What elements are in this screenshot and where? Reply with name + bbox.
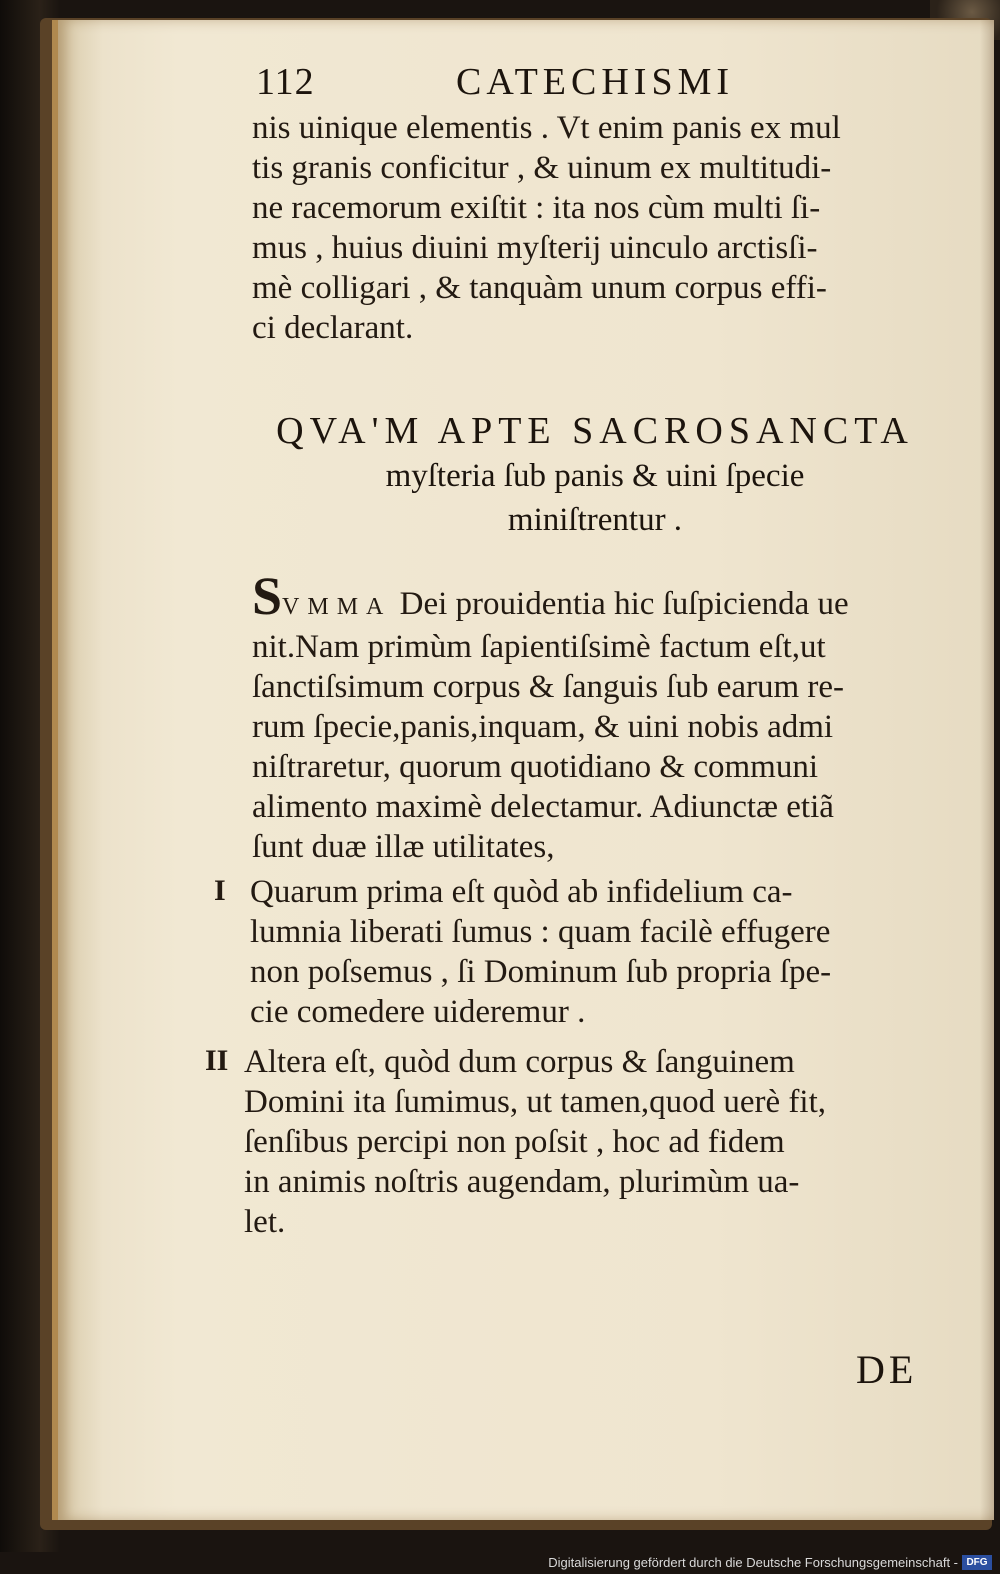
text-line: Altera eſt, quòd dum corpus & ſanguinem <box>244 1044 795 1080</box>
text-line: rum ſpecie,panis,inquam, & uini nobis admi <box>252 709 834 745</box>
text-line: ſanctiſsimum corpus & ſanguis ſub earum re- <box>252 669 845 705</box>
paragraph-3 <box>250 872 831 1032</box>
text-line: mè colligari , & tanquàm unum corpus effi- <box>252 270 827 306</box>
text-line <box>252 566 849 627</box>
dfg-logo: DFG <box>962 1555 992 1570</box>
page-number: 112 <box>256 61 315 103</box>
text-line: ſenſibus percipi non poſsit , hoc ad fidem <box>244 1124 785 1160</box>
text-line: ſunt duæ illæ utilitates, <box>252 829 555 865</box>
page-edge <box>980 20 994 1520</box>
text-line: ne racemorum exiſtit : ita nos cùm multi ſi- <box>252 190 821 226</box>
page-header <box>256 60 796 106</box>
text-line: Domini ita ſumimus, ut tamen,quod uerè fit, <box>244 1084 826 1120</box>
text-line: niſtraretur, quorum quotidiano & communi <box>252 749 818 785</box>
section-heading <box>250 408 940 542</box>
text-line: non poſsemus , ſi Dominum ſub propria ſpe- <box>250 954 832 990</box>
marginal-numeral-2: II <box>205 1044 229 1077</box>
text-line: Quarum prima eſt quòd ab infidelium ca- <box>250 874 793 910</box>
catchword: DE <box>856 1347 918 1392</box>
text-line: cie comedere uideremur . <box>250 994 586 1030</box>
drop-capital: S <box>252 566 283 626</box>
text-fragment: Dei prouidentia hic ſuſpicienda ue <box>391 586 849 622</box>
text-line: let. <box>244 1204 286 1240</box>
paragraph-4 <box>244 1042 826 1242</box>
heading-line-3: miniſtrentur . <box>507 502 683 538</box>
small-caps: VMMA <box>282 594 392 620</box>
running-title: CATECHISMI <box>456 61 735 103</box>
heading-line-2: myſteria ſub panis & uini ſpecie <box>385 458 805 494</box>
paragraph-1 <box>252 108 841 348</box>
digitization-credit: Digitalisierung gefördert durch die Deutsche Forschungsgemeinschaft - <box>548 1555 958 1570</box>
marginal-numeral-1: I <box>214 874 226 907</box>
text-line: nis uinique elementis . Vt enim panis ex mul <box>252 110 841 146</box>
text-line: mus , huius diuini myſterij uinculo arctisſi- <box>252 230 818 266</box>
text-line: in animis noſtris augendam, plurimùm ua- <box>244 1164 800 1200</box>
text-line: lumnia liberati ſumus : quam facilè effugere <box>250 914 831 950</box>
text-line: nit.Nam primùm ſapientiſsimè factum eſt,ut <box>252 629 826 665</box>
text-line: alimento maximè delectamur. Adiunctæ etiã <box>252 789 834 825</box>
text-line: tis granis conficitur , & uinum ex multitudi- <box>252 150 832 186</box>
heading-line-1: QVA'M APTE SACROSANCTA <box>276 410 914 452</box>
text-line: ci declarant. <box>252 310 414 346</box>
paragraph-2 <box>252 566 849 867</box>
